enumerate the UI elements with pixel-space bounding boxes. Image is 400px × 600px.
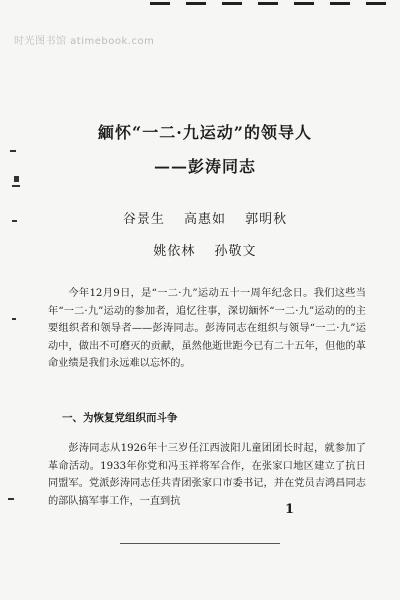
binding-marks <box>0 0 30 600</box>
article-subtitle: ——彭涛同志 <box>153 157 256 176</box>
top-scan-edge <box>0 0 400 8</box>
author-line-2: 姚依林 孙敬文 <box>153 244 257 259</box>
article-title: 緬怀“一二·九运动”的领导人 <box>98 123 312 142</box>
author-line-1: 谷景生 高惠如 郭明秋 <box>122 212 288 227</box>
bottom-rule <box>120 543 280 544</box>
page-number: 1 <box>285 502 295 517</box>
watermark: 时光图书馆 atimebook.com <box>14 36 155 47</box>
body-paragraph-2: 彭涛同志从1926年十三岁任江西波阳儿童团团长时起，就参加了革命活动。1933年你党和冯玉祥将军合作，在张家口地区建立了抗日同盟军。党派彭涛同志任共青团张家口市委书记，并在党员吉鸿昌同志的部队搞军事工作，一直到抗 <box>48 443 366 507</box>
section-heading: 一、为恢复党组织而斗争 <box>62 412 178 424</box>
body-paragraph-1: 今年12月9日，是“一二·九”运动五十一周年纪念日。我们这些当年“一二·九”运动的参加者，追忆往事，深切緬怀“一二·九”运动的的主要组织者和领导者——彭涛同志。彭涛同志在组织与领导“一二·九”运动中，做出不可磨灭的贡献，虽然他逝世距今已有二十五年，但他的革命业绩是我们永远难以忘怀的。 <box>48 288 366 369</box>
